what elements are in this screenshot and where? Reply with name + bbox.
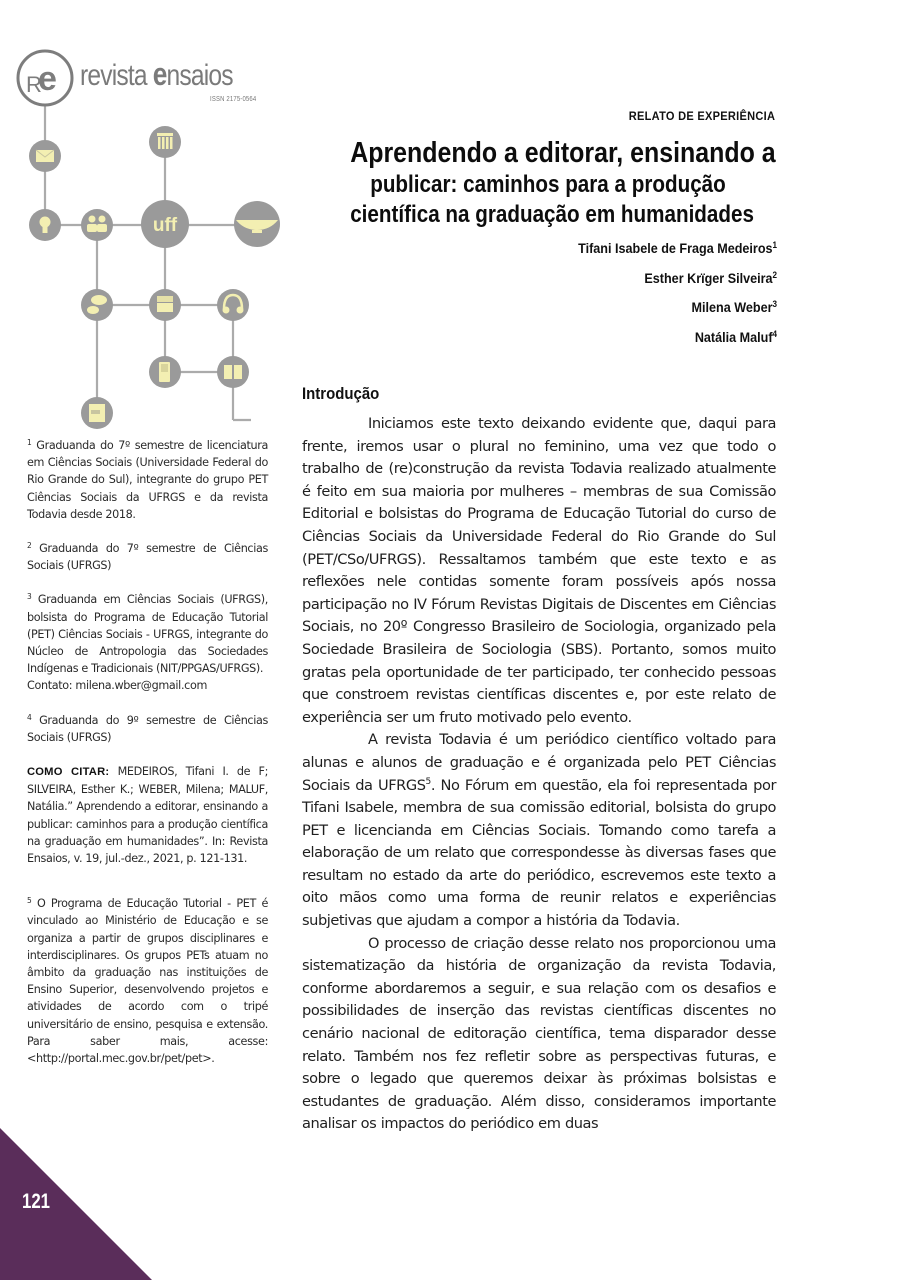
open-book-icon (217, 356, 249, 388)
footnote-number: 1 (27, 438, 32, 447)
svg-text:e: e (38, 60, 57, 98)
tablet-icon (81, 397, 113, 429)
author (578, 267, 777, 286)
author (578, 326, 777, 345)
citation-box (27, 763, 268, 867)
journal-name (80, 56, 233, 93)
article-title (318, 136, 778, 230)
footnote-ref[interactable]: 5 (425, 776, 431, 787)
footnote-number: 3 (27, 592, 32, 602)
section-heading-introduction: Introdução (302, 384, 380, 403)
contact-email[interactable]: Contato: milena.wber@gmail.com (27, 679, 207, 693)
footnote-text: O Programa de Educação Tutorial - PET é vinculado ao Ministério de Educação e se organiza a partir de grupos disciplinares e interdisciplinares. Os grupos PETs atuam no âmbito da graduação nas instituições de Ensino Superior, desenvolvendo projetos e atividades de acordo com o tripé universitário de ensino, pesquisa e extensão. Para saber mais, acesse: (27, 897, 268, 1048)
footnote-ref[interactable]: 1 (772, 240, 777, 250)
footnote-text: Graduanda em Ciências Sociais (UFRGS), bolsista do Programa de Educação Tutorial (PET) Ciências Sociais - UFRGS, integrante do Núcleo de Antropologia das Sociedades Indígenas e Tradicionais (NIT/PPGAS/UFRGS). (27, 593, 268, 676)
logo-word-suffix: nsaios (166, 59, 233, 92)
author (578, 237, 777, 256)
section-label: RELATO DE EXPERIÊNCIA (628, 109, 775, 123)
footnote-4 (27, 712, 268, 746)
footnote-text: Graduanda do 9º semestre de Ciências Sociais (UFRGS) (27, 713, 268, 744)
columns-building-icon (149, 126, 181, 158)
author-name: Natália Maluf (694, 328, 773, 345)
chat-bubbles-icon (81, 289, 113, 321)
title-line-2: publicar: caminhos para a produção (370, 171, 726, 198)
author-name: Esther Krïger Silveira (644, 269, 773, 286)
footnote-text: Graduanda do 7º semestre de licenciatura em Ciências Sociais (Universidade Federal do Rio Grande do Sul), integrante do grupo PET Ciências Sociais da UFRGS e da revista Todavia desde 2018. (27, 439, 268, 521)
people-icon (81, 209, 113, 241)
citation-text: MEDEIROS, Tifani I. de F; SILVEIRA, Esther K.; WEBER, Milena; MALUF, Natália.” Aprendendo a editorar, ensinando a publicar: caminhos para a produção científica na graduação em humanidades”. In: Revista Ensaios, v. 19, jul.-dez., 2021, p. 121-131. (27, 765, 268, 866)
sidebar-footnotes (27, 437, 268, 1084)
article-body (302, 413, 776, 1136)
paragraph-text: . No Fórum em questão, ela foi representada por Tifani Isabele, membra de sua comissão editorial, bolsista do grupo PET e licencianda em Ciências Sociais. Tomando como tarefa a elaboração de um relato que correspondesse às diversas fases que resultam no estado da arte do periódico, escrevemos este texto a oito mãos como uma forma de reunir relatos e experiências subjetivas que ajudam a compor a história da Todavia. (302, 776, 776, 930)
footnote-3 (27, 591, 268, 694)
logo-word-e: e (152, 56, 167, 92)
paragraph: Iniciamos este texto deixando evidente que, daqui para frente, iremos usar o plural no feminino, uma vez que todo o trabalho de (re)construção da revista Todavia realizado atualmente é feito em sua maioria por mulheres – membras de sua Comissão Editorial e bolsistas do Programa de Educação Tutorial do curso de Ciências Sociais da Universidade Federal do Rio Grande do Sul (PET/CSo/UFRGS). Ressaltamos também que este texto e as reflexões nele contidas somente foram possíveis após nossa participação no IV Fórum Revistas Digitais de Discentes em Ciências Sociais, no 20º Congresso Brasileiro de Sociologia, organizado pela Sociedade Brasileira de Sociologia (SBS). Portanto, somos muito gratas pela oportunidade de ter participado, ter conhecido pessoas que constroem revistas científicas discentes e, por este relato de experiência ser um fruto motivado pelo evento. (302, 415, 776, 726)
headphones-icon (217, 289, 249, 321)
footnote-2 (27, 540, 268, 574)
footnote-1 (27, 437, 268, 523)
title-line-3: científica na graduação em humanidades (350, 201, 754, 228)
author-name: Tifani Isabele de Fraga Medeiros (578, 240, 773, 256)
page-number: 121 (22, 1190, 51, 1213)
book-icon (149, 289, 181, 321)
journal-logo (14, 46, 274, 116)
title-line-1: Aprendendo a editorar, ensinando a (350, 137, 776, 169)
author-name: Milena Weber (691, 299, 773, 315)
footnote-number: 4 (27, 712, 32, 722)
author (578, 296, 777, 315)
issn: ISSN 2175-0564 (210, 96, 257, 103)
phone-icon (149, 356, 181, 388)
lightbulb-icon (29, 209, 61, 241)
footnote-5 (27, 895, 268, 1067)
footnote-ref[interactable]: 2 (772, 269, 777, 280)
footnote-ref[interactable]: 3 (772, 299, 777, 309)
logo-word-prefix: revista (80, 59, 153, 92)
footnote-ref[interactable]: 4 (772, 328, 777, 339)
citation-label: COMO CITAR: (27, 766, 110, 779)
svg-text:uff: uff (152, 215, 178, 236)
footnote-number: 5 (27, 896, 32, 906)
mail-icon (29, 140, 61, 172)
satellite-dish-icon (234, 201, 280, 247)
pet-portal-link[interactable]: <http://portal.mec.gov.br/pet/pet>. (27, 1052, 215, 1066)
paragraph (302, 729, 776, 932)
author-list (556, 237, 777, 355)
svg-text:R: R (26, 72, 42, 97)
uff-logo-icon (141, 200, 189, 248)
paragraph: O processo de criação desse relato nos proporcionou uma sistematização da história de organização da revista Todavia, conforme abordaremos a seguir, e sua relação com os desafios e possibilidades de inserção das revistas científicas discentes no cenário nacional de editoração científica, tema disparador desse relato. Também nos fez refletir sobre as perspectivas futuras, e sobre o legado que queremos deixar às próximas bolsistas e estudantes de graduação. Além disso, consideramos importante analisar os impactos do periódico em duas (302, 934, 776, 1133)
footnote-text: Graduanda do 7º semestre de Ciências Sociais (UFRGS) (27, 542, 268, 573)
paragraph-text: A revista Todavia é um periódico científico voltado para alunas e alunos de graduação e é organizada pelo PET Ciências Sociais da UFRGS (302, 731, 776, 794)
footnote-number: 2 (27, 541, 32, 551)
